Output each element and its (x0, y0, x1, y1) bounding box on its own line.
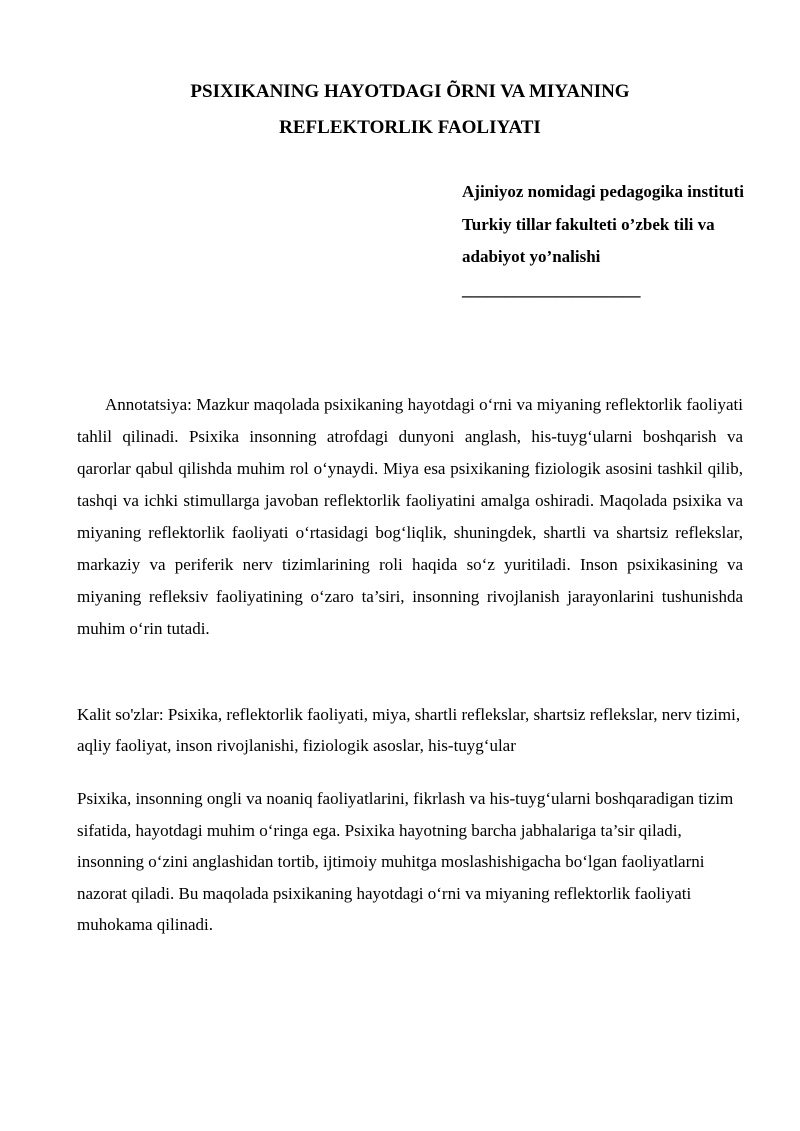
author-affiliation (462, 176, 792, 306)
abstract-paragraph: Annotatsiya: Mazkur maqolada psixikaning hayotdagi o‘rni va miyaning reflektorlik faoliyati tahlil qilinadi. Psixika insonning atrofdagi dunyoni anglash, his-tuyg‘ularni boshqarish va qarorlar qabul qilishda muhim rol o‘ynaydi. Miya esa psixikaning fiziologik asosini tashkil qilib, tashqi va ichki stimullarga javoban reflektorlik faoliyatini amalga oshiradi. Maqolada psixika va miyaning reflektorlik faoliyati o‘rtasidagi bog‘liqlik, shuningdek, shartli va shartsiz reflekslar, markaziy va periferik nerv tizimlarining roli haqida so‘z yuritiladi. Inson psixikasining va miyaning refleksiv faoliyatining o‘zaro ta’siri, insonning rivojlanish jarayonlarini tushunishda muhim o‘rin tutadi. (77, 395, 743, 638)
affiliation-line-1: Ajiniyoz nomidagi pedagogika instituti (462, 182, 744, 201)
affiliation-line-3: adabiyot yo’nalishi (462, 247, 601, 266)
document-title (0, 74, 800, 146)
intro-paragraph: Psixika, insonning ongli va noaniq faoliyatlarini, fikrlash va his-tuyg‘ularni boshqaradigan tizim sifatida, hayotdagi muhim o‘ringa ega. Psixika hayotning barcha jabhalariga ta’sir qiladi, insonning o‘zini anglashidan tortib, ijtimoiy muhitga moslashishigacha bo‘lgan faoliyatlarni nazorat qiladi. Bu maqolada psixikaning hayotdagi o‘rni va miyaning reflektorlik faoliyati muhokama qilinadi. (77, 789, 734, 934)
title-line-2: REFLEKTORLIK FAOLIYATI (279, 117, 541, 138)
title-line-1: PSIXIKANING HAYOTDAGI ÕRNI VA MIYANING (190, 81, 630, 102)
affiliation-line-2: Turkiy tillar fakulteti o’zbek tili va (462, 214, 715, 234)
keywords-paragraph: Kalit so'zlar: Psixika, reflektorlik faoliyati, miya, shartli reflekslar, shartsiz reflekslar, nerv tizimi, aqliy faoliyat, inson rivojlanishi, fiziologik asoslar, his-tuyg‘ular (77, 705, 741, 755)
author-name-blank: _____________________ (462, 279, 641, 299)
